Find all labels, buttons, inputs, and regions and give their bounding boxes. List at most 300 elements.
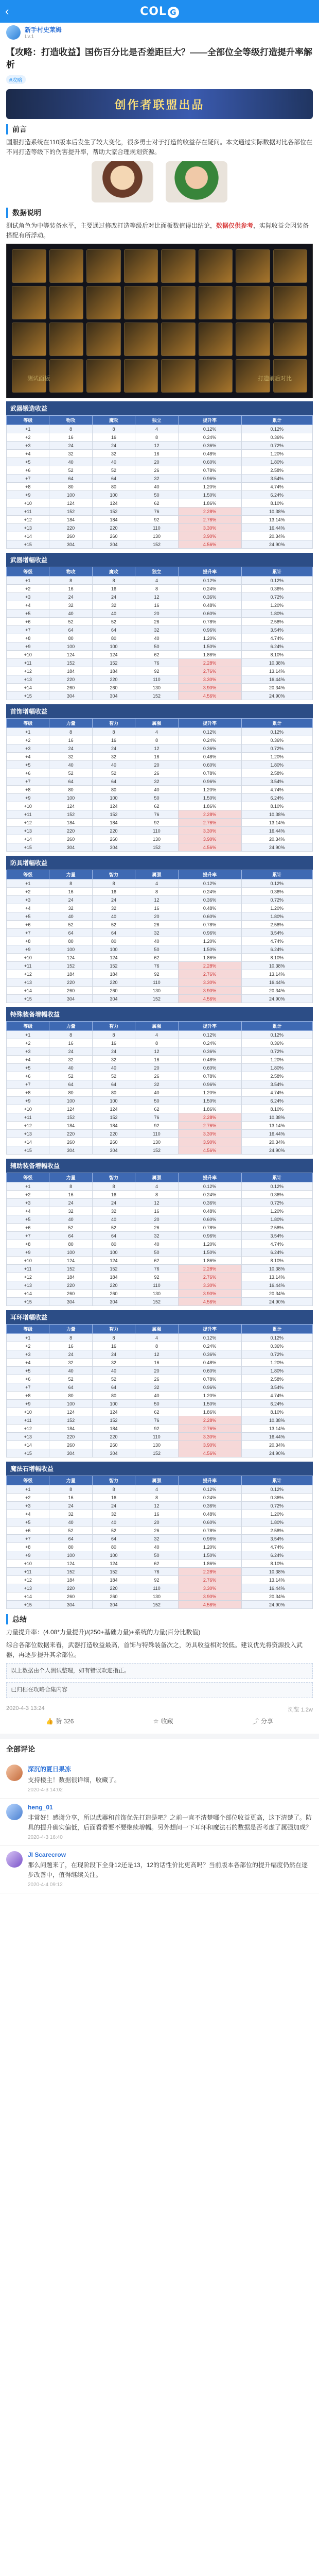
table-row [7, 499, 313, 507]
table-cell: +2 [7, 736, 49, 744]
table-cell: 8 [92, 728, 135, 736]
table-cell: 1.50% [178, 642, 241, 651]
table-cell: 40 [92, 761, 135, 769]
table-cell: 40 [49, 458, 92, 466]
table-cell: 0.36% [241, 1494, 312, 1502]
table-cell: 50 [135, 794, 178, 802]
data-table [6, 1007, 313, 1155]
table-row [7, 433, 313, 442]
table-row [7, 651, 313, 659]
table-cell: 3.90% [178, 1441, 241, 1449]
table-cell: 8 [49, 1031, 92, 1039]
table-header-cell: 等级 [7, 1325, 49, 1334]
table-cell: 62 [135, 954, 178, 962]
commenter-avatar[interactable] [6, 1765, 23, 1781]
table-cell: 0.96% [178, 626, 241, 634]
table-cell: 50 [135, 491, 178, 499]
table-cell: 0.36% [178, 593, 241, 601]
table-cell: 2.28% [178, 507, 241, 516]
table-cell: 260 [92, 684, 135, 692]
table-cell: 1.20% [178, 1392, 241, 1400]
table-cell: 110 [135, 675, 178, 684]
table-cell: 52 [49, 618, 92, 626]
table-cell: 124 [92, 802, 135, 810]
comment-text: 非常好！感谢分享，所以武器和首饰优先打造是吧？之前一直不清楚哪个部位收益更高，这下清楚了。防具的提升确实偏低，后面看看要不要继续增幅。另外想问一下耳环和魔法石的数据是否考虑了属强加成？ [28, 1814, 312, 1831]
table-cell: 16.44% [241, 1130, 312, 1138]
table-header-cell: 提升率 [178, 1325, 241, 1334]
commenter-name[interactable]: 深沉的夏日果冻 [28, 1766, 72, 1773]
table-cell: 32 [92, 1510, 135, 1518]
table-cell: +1 [7, 1334, 49, 1342]
table-row [7, 1146, 313, 1155]
table-row [7, 1576, 313, 1584]
table-cell: 8 [92, 1031, 135, 1039]
table-cell: 0.78% [178, 1527, 241, 1535]
table-cell: 16 [92, 888, 135, 896]
table-cell: 260 [49, 532, 92, 540]
article-tag[interactable]: #攻略 [6, 75, 26, 84]
table-cell: 24 [49, 744, 92, 753]
table-cell: 32 [49, 753, 92, 761]
table-cell: +12 [7, 1122, 49, 1130]
table-cell: +11 [7, 1265, 49, 1273]
table-cell: +9 [7, 945, 49, 954]
share-button[interactable]: ⤴ 分享 [252, 1718, 273, 1725]
table-cell: 16 [49, 1494, 92, 1502]
commenter-avatar[interactable] [6, 1851, 23, 1868]
table-cell: 2.58% [241, 1224, 312, 1232]
table-row [7, 1592, 313, 1601]
table-cell: 0.78% [178, 1375, 241, 1383]
table-cell: +3 [7, 744, 49, 753]
table-cell: 3.30% [178, 675, 241, 684]
table-cell: 1.20% [178, 786, 241, 794]
table-cell: 1.86% [178, 954, 241, 962]
table-cell: 80 [49, 937, 92, 945]
table-cell: +14 [7, 532, 49, 540]
table-cell: 52 [49, 769, 92, 777]
table-cell: 4 [135, 1031, 178, 1039]
table-row [7, 1056, 313, 1064]
table-cell: 24.90% [241, 540, 312, 549]
table-cell: 3.54% [241, 1232, 312, 1240]
table-header-cell: 物攻 [49, 416, 92, 425]
table-title: 武器增幅收益 [6, 553, 313, 567]
table-cell: +14 [7, 835, 49, 843]
table-cell: 0.72% [241, 1047, 312, 1056]
table-cell: 64 [49, 1232, 92, 1240]
table-cell: 32 [92, 904, 135, 912]
table-cell: +3 [7, 1350, 49, 1359]
table-row [7, 585, 313, 593]
table-cell: 13.14% [241, 819, 312, 827]
table-cell: 0.12% [241, 1182, 312, 1191]
table-cell: 130 [135, 1441, 178, 1449]
table-header-cell: 力量 [49, 1476, 92, 1485]
table-cell: 10.38% [241, 1416, 312, 1425]
table-row [7, 1290, 313, 1298]
table-cell: 16 [135, 1510, 178, 1518]
table-row [7, 1089, 313, 1097]
comment-date: 2020-4-3 16:40 [28, 1835, 63, 1840]
table-cell: +6 [7, 466, 49, 474]
table-cell: 0.96% [178, 1080, 241, 1089]
table-cell: 10.38% [241, 1113, 312, 1122]
table-cell: 0.24% [178, 585, 241, 593]
table-cell: +7 [7, 626, 49, 634]
table-cell: 80 [49, 1543, 92, 1551]
table-cell: 50 [135, 1551, 178, 1560]
author-row[interactable] [0, 23, 319, 42]
table-cell: 20.34% [241, 987, 312, 995]
table-cell: 3.90% [178, 1290, 241, 1298]
table-cell: 0.12% [178, 1334, 241, 1342]
table-row [7, 995, 313, 1003]
table-cell: 152 [135, 1298, 178, 1306]
table-header-cell: 属强 [135, 1173, 178, 1182]
table-cell: 0.36% [178, 442, 241, 450]
table-cell: 24 [92, 1350, 135, 1359]
table-cell: 0.48% [178, 1510, 241, 1518]
table-cell: 110 [135, 1433, 178, 1441]
table-cell: 100 [49, 1400, 92, 1408]
table-cell: 80 [49, 634, 92, 642]
table-cell: 100 [49, 491, 92, 499]
table-cell: 16 [49, 1342, 92, 1350]
table-cell: +2 [7, 1494, 49, 1502]
table-cell: 64 [49, 1535, 92, 1543]
table-cell: 1.86% [178, 1408, 241, 1416]
table-cell: +12 [7, 1273, 49, 1281]
related-link[interactable]: 已归档在攻略合集内容 [6, 1682, 313, 1698]
table-cell: 152 [49, 507, 92, 516]
table-cell: 8.10% [241, 802, 312, 810]
table-cell: 184 [49, 516, 92, 524]
table-cell: 1.50% [178, 1551, 241, 1560]
table-row [7, 987, 313, 995]
table-cell: 184 [92, 819, 135, 827]
table-row [7, 1359, 313, 1367]
equipment-slot [199, 286, 233, 319]
table-cell: 52 [49, 1527, 92, 1535]
table-cell: 16 [135, 1207, 178, 1215]
table-cell: 100 [49, 1551, 92, 1560]
table-cell: 12 [135, 1199, 178, 1207]
table-header-cell: 累计 [241, 1173, 312, 1182]
table-cell: 16 [92, 1342, 135, 1350]
post-meta [6, 1705, 313, 1714]
table-cell: 13.14% [241, 516, 312, 524]
table-cell: 152 [49, 1265, 92, 1273]
table-cell: 24 [49, 1502, 92, 1510]
table-cell: +8 [7, 483, 49, 491]
table-cell: 0.60% [178, 1367, 241, 1375]
table-row [7, 1560, 313, 1568]
table-cell: 64 [92, 626, 135, 634]
table-cell: 220 [92, 827, 135, 835]
table-cell: 152 [135, 1146, 178, 1155]
table-cell: +8 [7, 1392, 49, 1400]
table-cell: 40 [92, 1367, 135, 1375]
table-cell: +7 [7, 929, 49, 937]
table-cell: 152 [49, 962, 92, 970]
table-cell: 1.80% [241, 1367, 312, 1375]
table-cell: 2.76% [178, 516, 241, 524]
table-cell: 110 [135, 827, 178, 835]
table-cell: 0.96% [178, 1383, 241, 1392]
table-cell: +7 [7, 1232, 49, 1240]
table-cell: +12 [7, 1576, 49, 1584]
table-cell: 80 [92, 937, 135, 945]
table-cell: +10 [7, 1408, 49, 1416]
table-row [7, 954, 313, 962]
table-row [7, 1257, 313, 1265]
table-row [7, 684, 313, 692]
table-cell: 3.30% [178, 978, 241, 987]
table-row [7, 1510, 313, 1518]
commenter-avatar[interactable] [6, 1804, 23, 1820]
table-cell: 40 [49, 609, 92, 618]
table-cell: 52 [92, 921, 135, 929]
favorite-button[interactable]: ☆ 收藏 [153, 1717, 173, 1725]
table-cell: 0.78% [178, 1072, 241, 1080]
table-cell: 220 [92, 1130, 135, 1138]
table-cell: +4 [7, 904, 49, 912]
table-row [7, 1097, 313, 1105]
author-name[interactable]: 新手村史莱姆 [25, 26, 62, 33]
table-cell: 1.80% [241, 1064, 312, 1072]
table-row [7, 843, 313, 852]
table-cell: 50 [135, 1097, 178, 1105]
table-cell: 76 [135, 659, 178, 667]
table-cell: 1.20% [241, 1359, 312, 1367]
table-cell: 16 [135, 1056, 178, 1064]
table-cell: 0.60% [178, 1064, 241, 1072]
colg-logo[interactable]: COL G [140, 5, 179, 18]
data-table [6, 1462, 313, 1609]
table-cell: +12 [7, 516, 49, 524]
table-cell: 0.72% [241, 744, 312, 753]
table-row [7, 1130, 313, 1138]
table-cell: 0.12% [241, 1031, 312, 1039]
table-cell: 40 [92, 1518, 135, 1527]
like-button[interactable]: 👍 赞 326 [46, 1717, 74, 1725]
table-cell: +13 [7, 1433, 49, 1441]
table-cell: 1.50% [178, 794, 241, 802]
table-cell: 20.34% [241, 1441, 312, 1449]
table-cell: 13.14% [241, 1425, 312, 1433]
table-cell: 80 [49, 1240, 92, 1248]
table-cell: 80 [49, 483, 92, 491]
table-cell: 80 [92, 1543, 135, 1551]
table-cell: 13.14% [241, 970, 312, 978]
table-cell: 0.12% [241, 425, 312, 433]
table-cell: 130 [135, 835, 178, 843]
table-cell: 0.36% [178, 744, 241, 753]
game-caption-left: 测试面板 [27, 376, 50, 382]
comment-text: 那么问题来了，在现阶段下全身12还是13，12的话性价比更高吗？当前版本各部位的提升幅度仍然在逐步改善中，值得继续关注。 [28, 1861, 308, 1878]
table-cell: 16 [135, 753, 178, 761]
table-header-cell: 提升率 [178, 1173, 241, 1182]
table-cell: 1.50% [178, 945, 241, 954]
table-cell: 4 [135, 425, 178, 433]
table-cell: 92 [135, 1273, 178, 1281]
table-cell: 260 [49, 1592, 92, 1601]
table-cell: 0.24% [178, 1191, 241, 1199]
creator-banner: 创作者联盟出品 [6, 89, 313, 119]
table-cell: 2.76% [178, 819, 241, 827]
table-row [7, 794, 313, 802]
table-cell: 6.24% [241, 642, 312, 651]
table-cell: 64 [92, 1232, 135, 1240]
table-header-cell: 智力 [92, 719, 135, 728]
table-row [7, 466, 313, 474]
table-row [7, 1568, 313, 1576]
table-cell: 92 [135, 970, 178, 978]
table-cell: 152 [92, 659, 135, 667]
table-cell: 40 [135, 1392, 178, 1400]
table-cell: 304 [49, 843, 92, 852]
table-cell: +1 [7, 879, 49, 888]
table-row [7, 912, 313, 921]
table-row [7, 692, 313, 700]
thumb-up-icon: 👍 [46, 1717, 54, 1725]
table-row [7, 1039, 313, 1047]
table-cell: 8.10% [241, 499, 312, 507]
table-cell: 220 [49, 675, 92, 684]
table-cell: +4 [7, 1056, 49, 1064]
table-cell: 0.72% [241, 442, 312, 450]
table-cell: 1.80% [241, 458, 312, 466]
table-cell: +2 [7, 433, 49, 442]
table-cell: +15 [7, 692, 49, 700]
table-cell: 52 [49, 1072, 92, 1080]
table-cell: 13.14% [241, 1273, 312, 1281]
table-cell: 304 [92, 1298, 135, 1306]
table-row [7, 945, 313, 954]
table-cell: 0.60% [178, 912, 241, 921]
table-cell: 52 [92, 1224, 135, 1232]
table-cell: 16 [92, 736, 135, 744]
table-cell: 24 [92, 896, 135, 904]
table-cell: 304 [92, 1449, 135, 1458]
back-arrow-icon[interactable]: ‹ [5, 5, 9, 18]
table-cell: 0.36% [178, 1199, 241, 1207]
table-cell: 0.72% [241, 896, 312, 904]
table-cell: 184 [92, 667, 135, 675]
table-cell: 130 [135, 1290, 178, 1298]
table-row [7, 1273, 313, 1281]
table-cell: 0.78% [178, 921, 241, 929]
table-row [7, 1601, 313, 1609]
table-cell: 80 [92, 1089, 135, 1097]
table-cell: 40 [92, 609, 135, 618]
table-cell: +6 [7, 769, 49, 777]
table-cell: +4 [7, 1510, 49, 1518]
table-cell: 6.24% [241, 491, 312, 499]
table-cell: 32 [92, 1207, 135, 1215]
table-cell: 0.78% [178, 466, 241, 474]
table-cell: 4.56% [178, 1298, 241, 1306]
table-cell: 4.74% [241, 786, 312, 794]
table-cell: 40 [135, 634, 178, 642]
table-cell: +14 [7, 1138, 49, 1146]
table-cell: 0.96% [178, 474, 241, 483]
table-row [7, 1138, 313, 1146]
table-cell: 26 [135, 1072, 178, 1080]
equipment-slot [273, 249, 308, 283]
table-cell: +7 [7, 777, 49, 786]
table-cell: +5 [7, 912, 49, 921]
table-cell: 260 [92, 1441, 135, 1449]
table-header-cell: 累计 [241, 870, 312, 879]
table-cell: 184 [49, 819, 92, 827]
table-cell: 16 [49, 585, 92, 593]
table-cell: 20 [135, 1367, 178, 1375]
table-row [7, 540, 313, 549]
table-cell: 20 [135, 1064, 178, 1072]
comments-list [0, 1759, 319, 1893]
table-cell: 20.34% [241, 835, 312, 843]
table-header-cell: 累计 [241, 719, 312, 728]
commenter-name[interactable]: heng_01 [28, 1804, 53, 1811]
table-cell: 152 [92, 1113, 135, 1122]
table-cell: 10.38% [241, 810, 312, 819]
table-cell: 40 [49, 1367, 92, 1375]
game-caption-right: 打造前后对比 [258, 376, 292, 382]
table-header-cell: 力量 [49, 870, 92, 879]
table-row [7, 593, 313, 601]
table-cell: 16.44% [241, 827, 312, 835]
table-header-cell: 独立 [135, 416, 178, 425]
equipment-slot [236, 249, 270, 283]
table-cell: 260 [49, 684, 92, 692]
table-cell: +2 [7, 1342, 49, 1350]
table-cell: 8 [49, 425, 92, 433]
table-cell: 124 [49, 954, 92, 962]
table-cell: 100 [92, 945, 135, 954]
table-cell: 32 [135, 929, 178, 937]
table-cell: 0.36% [241, 585, 312, 593]
table-cell: 130 [135, 1138, 178, 1146]
table-cell: +9 [7, 1097, 49, 1105]
table-row [7, 978, 313, 987]
table-cell: 80 [49, 786, 92, 794]
commenter-name[interactable]: JI Scarecrow [28, 1851, 66, 1858]
table-row [7, 1433, 313, 1441]
table-cell: 76 [135, 1416, 178, 1425]
top-header [0, 0, 319, 23]
table-cell: 100 [49, 1097, 92, 1105]
table-row [7, 474, 313, 483]
table-row [7, 491, 313, 499]
table-cell: +6 [7, 1224, 49, 1232]
author-avatar[interactable] [6, 25, 21, 40]
table-header-cell: 等级 [7, 1022, 49, 1031]
table-cell: 13.14% [241, 1122, 312, 1130]
table-cell: +13 [7, 827, 49, 835]
table-cell: 80 [49, 1089, 92, 1097]
table-cell: 152 [92, 507, 135, 516]
table-row [7, 1215, 313, 1224]
table-row [7, 728, 313, 736]
table-cell: 124 [92, 954, 135, 962]
table-cell: 32 [135, 474, 178, 483]
table-cell: 130 [135, 684, 178, 692]
table-cell: 62 [135, 1105, 178, 1113]
comment-item [0, 1799, 319, 1846]
table-row [7, 1240, 313, 1248]
